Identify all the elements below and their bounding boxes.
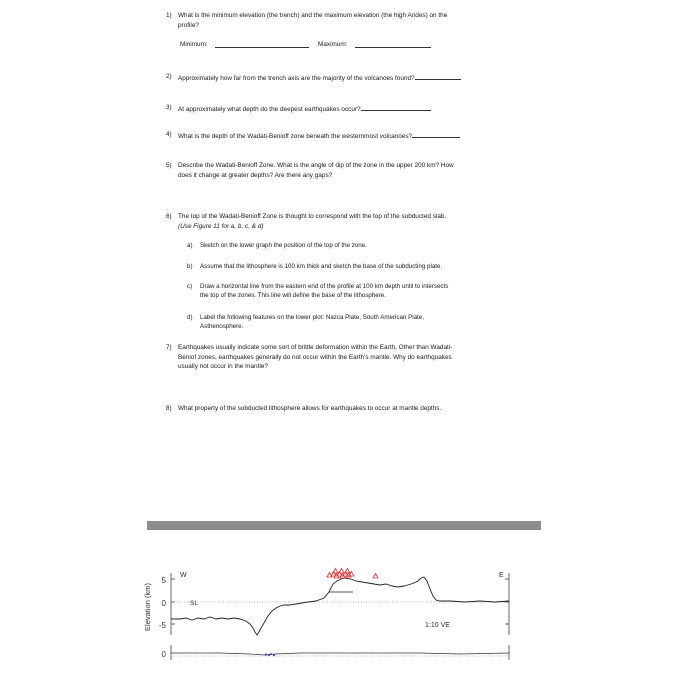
question-text-line1: What is the minimum elevation (the trench) and the maximum elevation (the high Andes) on the bbox=[178, 12, 448, 19]
question-4-row bbox=[178, 130, 460, 142]
question-6a bbox=[187, 241, 507, 251]
subquestion-text-line2: the top of the zones. This line will define the base of the lithosphere. bbox=[200, 292, 386, 300]
question-text-line2: Beniof zones, earthquakes generally do not occur within the Earth's mantle. Why do earthquakes bbox=[178, 353, 452, 361]
question-number: 3) bbox=[166, 104, 172, 111]
volcano-icon bbox=[345, 569, 350, 574]
minimum-answer-field[interactable] bbox=[215, 40, 309, 48]
question-6c bbox=[187, 282, 507, 302]
subquestion-letter: c) bbox=[187, 283, 193, 290]
question-3 bbox=[166, 103, 466, 115]
subquestion-text-line2: Asthenosphere. bbox=[200, 323, 244, 331]
sea-level-label: SL bbox=[190, 600, 198, 607]
earthquake-marker bbox=[270, 653, 272, 655]
answer-field[interactable] bbox=[415, 72, 461, 80]
question-text: Approximately how far from the trench axis are the majority of the volcanoes found? bbox=[178, 75, 415, 82]
question-7 bbox=[166, 343, 526, 373]
volcano-icon bbox=[333, 569, 338, 574]
question-text: What is the depth of the Wadati-Benioff zone beneath the westernmost volcanoes? bbox=[178, 133, 413, 140]
answer-field[interactable] bbox=[361, 103, 431, 111]
elevation-profile-line bbox=[171, 577, 509, 635]
east-label: E bbox=[499, 572, 504, 579]
figure-header-bar bbox=[147, 521, 541, 530]
tick-label-0: 0 bbox=[161, 599, 166, 608]
question-6b bbox=[187, 262, 507, 272]
minimum-label: Minimum: bbox=[180, 41, 208, 48]
question-text-line3: usually not occur in the mantle? bbox=[178, 363, 268, 371]
earthquake-marker bbox=[265, 654, 267, 656]
question-number: 5) bbox=[166, 162, 172, 169]
question-6d bbox=[187, 313, 507, 333]
volcano-icon bbox=[339, 569, 344, 574]
question-5 bbox=[166, 161, 526, 181]
subquestion-letter: b) bbox=[187, 263, 193, 270]
question-text-line1: Describe the Wadati-Benioff Zone. What is the angle of dip of the zone in the upper 200 km? How bbox=[178, 162, 454, 169]
subquestion-letter: d) bbox=[187, 314, 193, 321]
question-1 bbox=[166, 11, 526, 31]
question-1-answers bbox=[180, 40, 440, 52]
tick-label-lower-0: 0 bbox=[161, 650, 166, 659]
maximum-answer-field[interactable] bbox=[355, 40, 431, 48]
subquestion-text: Assume that the lithosphere is 100 km thick and sketch the base of the subducting plate. bbox=[200, 263, 443, 270]
subquestion-letter: a) bbox=[187, 242, 193, 249]
question-number: 8) bbox=[166, 405, 172, 412]
subquestion-text-line1: Label the following features on the lower plot: Nazca Plate, South American Plate, bbox=[200, 314, 424, 321]
question-text-line1: The top of the Wadati-Benioff Zone is thought to correspond with the top of the subducted slab. bbox=[178, 213, 447, 220]
answer-field[interactable] bbox=[412, 130, 460, 138]
question-text: At approximately what depth do the deepest earthquakes occur? bbox=[178, 106, 361, 113]
maximum-label: Maximum: bbox=[318, 41, 348, 48]
subquestion-text: Sketch on the lower graph the position of the top of the zone. bbox=[200, 242, 367, 249]
question-number: 4) bbox=[166, 131, 172, 138]
question-6 bbox=[166, 212, 526, 232]
question-text-line2: profile? bbox=[178, 21, 199, 29]
elevation-profile-figure bbox=[0, 535, 700, 700]
earthquake-marker bbox=[268, 654, 270, 656]
question-2 bbox=[166, 72, 496, 84]
question-text-line1: Earthquakes usually indicate some sort of brittle deformation within the Earth. Other than Wadati- bbox=[178, 344, 453, 351]
question-number: 7) bbox=[166, 344, 172, 351]
question-8 bbox=[166, 404, 506, 416]
question-text: What property of the subducted lithosphere allows for earthquakes to occur at mantle depths. bbox=[178, 405, 442, 412]
question-3-row bbox=[178, 103, 431, 115]
question-number: 2) bbox=[166, 73, 172, 80]
subquestion-text-line1: Draw a horizontal line from the eastern end of the profile at 100 km depth until to intersects bbox=[200, 283, 449, 290]
lower-profile-line bbox=[171, 653, 509, 655]
west-label: W bbox=[180, 572, 187, 579]
y-axis-label: Elevation (km) bbox=[143, 583, 152, 631]
question-text-line2: does it change at greater depths? Are there any gaps? bbox=[178, 171, 333, 179]
earthquake-marker bbox=[273, 654, 275, 656]
question-number: 1) bbox=[166, 12, 172, 19]
vertical-exaggeration-label: 1:10 VE bbox=[425, 622, 450, 629]
question-number: 6) bbox=[166, 213, 172, 220]
volcano-icon bbox=[373, 574, 378, 579]
tick-label-neg5: -5 bbox=[158, 621, 166, 630]
question-4 bbox=[166, 130, 496, 142]
volcano-cluster bbox=[327, 569, 378, 579]
question-2-row bbox=[178, 72, 461, 84]
tick-label-5: 5 bbox=[161, 576, 166, 585]
question-text-line2: (Use Figure 11 for a, b, c, & d) bbox=[178, 222, 264, 230]
